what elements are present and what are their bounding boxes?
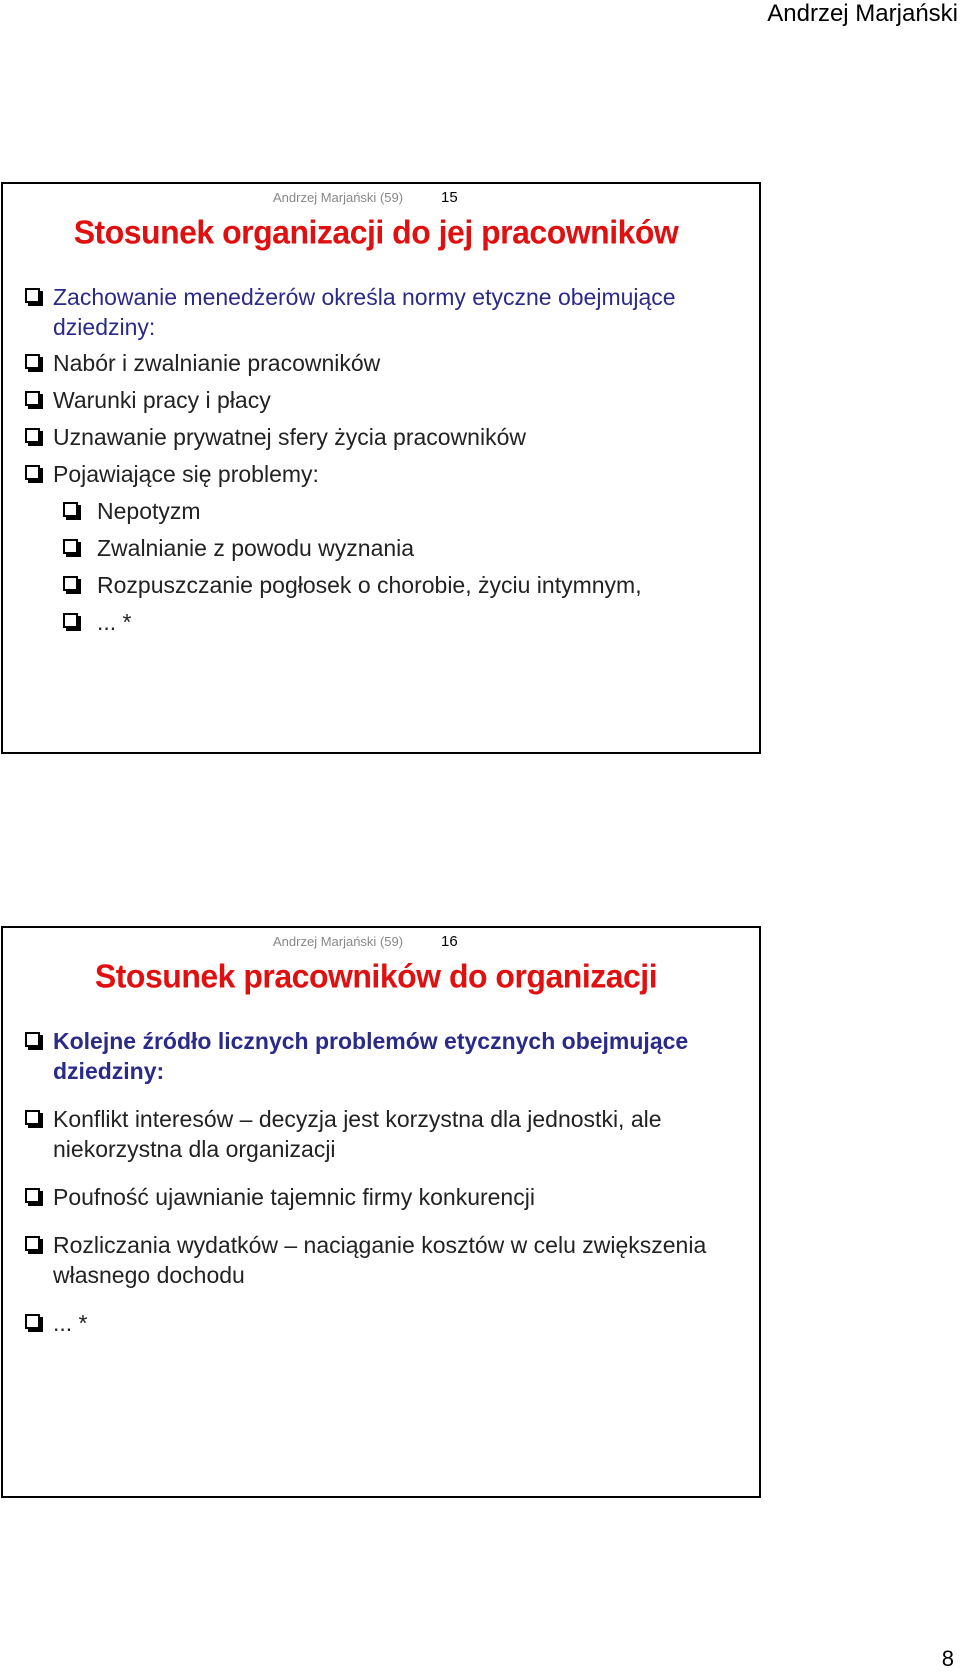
bullet-item — [25, 459, 749, 489]
bullet-text: Uznawanie prywatnej sfery życia pracowników — [53, 424, 526, 450]
page-number: 8 — [941, 1646, 954, 1671]
checkbox-bullet-icon — [63, 539, 78, 554]
slide-number: 16 — [441, 933, 458, 950]
slide-meta-author: Andrzej Marjański — [273, 190, 377, 205]
bullet-item — [25, 422, 749, 452]
slide-meta — [273, 933, 458, 950]
checkbox-bullet-icon — [25, 1032, 40, 1047]
checkbox-bullet-icon — [25, 391, 40, 406]
slide-title: Stosunek pracowników do organizacji — [94, 957, 658, 995]
bullet-text: ... * — [53, 1310, 88, 1336]
bullet-item — [25, 1308, 749, 1338]
checkbox-bullet-icon — [63, 576, 78, 591]
bullet-text: Pojawiające się problemy: — [53, 461, 319, 487]
checkbox-bullet-icon — [25, 1188, 40, 1203]
bullet-list — [25, 1026, 749, 1356]
bullet-text: Kolejne źródło licznych problemów etycznych obejmujące dziedziny: — [53, 1028, 689, 1084]
bullet-item — [25, 385, 749, 415]
sub-bullet-item — [63, 607, 749, 637]
bullet-text: Zachowanie menedżerów określa normy etyczne obejmujące dziedziny: — [53, 284, 676, 340]
page-header-author: Andrzej Marjański — [767, 0, 958, 27]
bullet-text: Konflikt interesów – decyzja jest korzystna dla jednostki, ale niekorzystna dla organizacji — [53, 1106, 662, 1162]
checkbox-bullet-icon — [25, 1314, 40, 1329]
bullet-text: Poufność ujawnianie tajemnic firmy konkurencji — [53, 1184, 535, 1210]
slide-meta-count: (59) — [379, 934, 404, 949]
slide-meta-author: Andrzej Marjański — [273, 934, 377, 949]
bullet-text: Rozpuszczanie pogłosek o chorobie, życiu intymnym, — [97, 572, 642, 598]
bullet-text: Nabór i zwalnianie pracowników — [53, 350, 381, 376]
bullet-text: Rozliczania wydatków – naciąganie kosztów w celu zwiększenia własnego dochodu — [53, 1232, 707, 1288]
bullet-text: Zwalnianie z powodu wyznania — [97, 535, 415, 561]
checkbox-bullet-icon — [25, 1110, 40, 1125]
checkbox-bullet-icon — [25, 465, 40, 480]
checkbox-bullet-icon — [25, 354, 40, 369]
bullet-text: ... * — [97, 609, 132, 635]
slide-meta — [273, 189, 458, 206]
sub-bullet-item — [63, 570, 749, 600]
bullet-item — [25, 1104, 749, 1164]
slide-meta-count: (59) — [379, 190, 404, 205]
checkbox-bullet-icon — [25, 428, 40, 443]
sub-bullet-item — [63, 533, 749, 563]
bullet-heading — [25, 1026, 749, 1086]
slide-number: 15 — [441, 189, 458, 206]
sub-bullet-item — [63, 496, 749, 526]
checkbox-bullet-icon — [25, 1236, 40, 1251]
bullet-heading — [25, 282, 749, 342]
slide-15 — [1, 182, 761, 754]
bullet-text: Warunki pracy i płacy — [53, 387, 271, 413]
bullet-item — [25, 1230, 749, 1290]
bullet-item — [25, 1182, 749, 1212]
bullet-list — [25, 282, 749, 644]
bullet-text: Nepotyzm — [97, 498, 201, 524]
slide-16 — [1, 926, 761, 1498]
bullet-item — [25, 348, 749, 378]
checkbox-bullet-icon — [63, 502, 78, 517]
checkbox-bullet-icon — [63, 613, 78, 628]
slide-title: Stosunek organizacji do jej pracowników — [73, 213, 679, 251]
checkbox-bullet-icon — [25, 288, 40, 303]
